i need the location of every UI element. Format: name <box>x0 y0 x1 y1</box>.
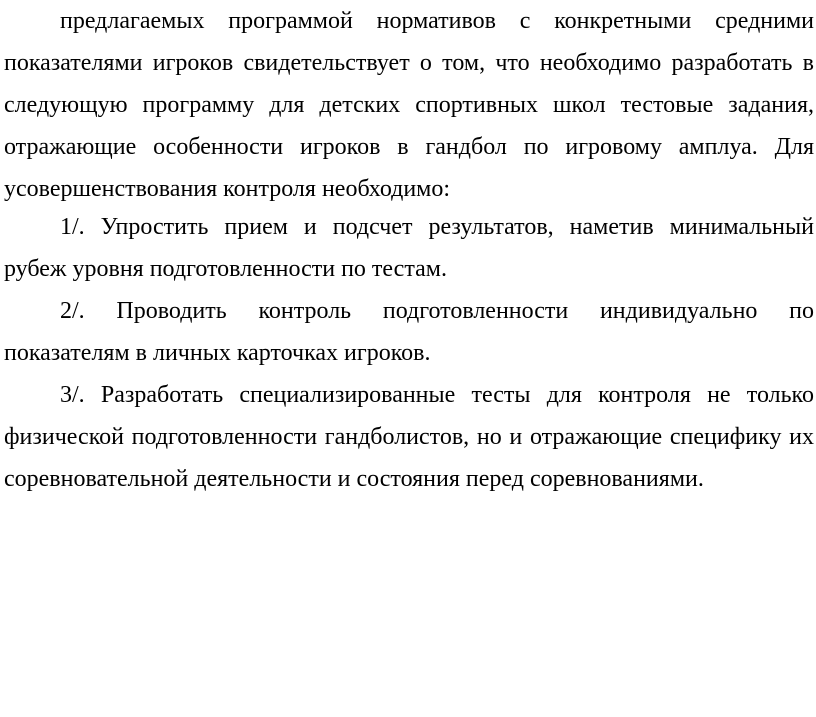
text-line: 2/. Проводить контроль подготовленности индивидуально по <box>60 298 814 324</box>
text-line: 1/. Упростить прием и подсчет результатов, наметив минимальный <box>60 214 814 240</box>
text-line: усовершенствования контроля необходимо: <box>4 176 451 202</box>
text-line: отражающие особенности игроков в гандбол по игровому амплуа. Для <box>4 134 814 160</box>
text-line: показателям в личных карточках игроков. <box>4 340 431 366</box>
text-line: следующую программу для детских спортивных школ тестовые задания, <box>4 92 814 118</box>
text-line: соревновательной деятельности и состояния перед соревнованиями. <box>4 466 704 492</box>
paragraph-control-conclusion <box>4 0 814 210</box>
text-line: предлагаемых программой нормативов с конкретными средними <box>60 8 814 34</box>
list-item-2 <box>4 290 814 374</box>
text-line: показателями игроков свидетельствует о том, что необходимо разработать в <box>4 50 814 76</box>
list-item-1 <box>4 206 814 290</box>
text-line: физической подготовленности гандболистов, но и отражающие специфику их <box>4 424 814 450</box>
text-line: рубеж уровня подготовленности по тестам. <box>4 256 447 282</box>
list-item-3 <box>4 374 814 500</box>
text-line: 3/. Разработать специализированные тесты для контроля не только <box>60 382 814 408</box>
